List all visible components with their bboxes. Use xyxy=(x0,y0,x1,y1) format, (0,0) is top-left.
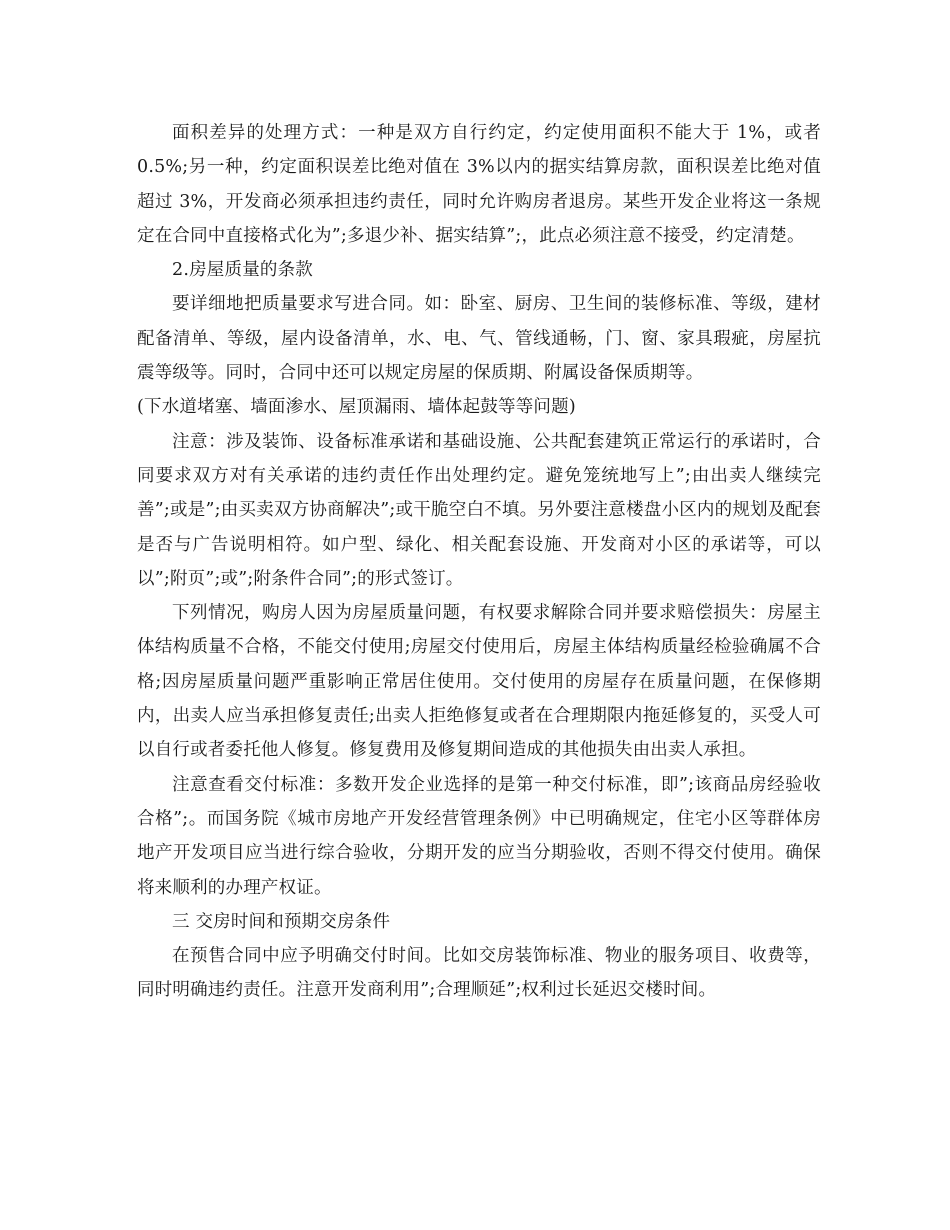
paragraph-contract-termination: 下列情况，购房人因为房屋质量问题，有权要求解除合同并要求赔偿损失：房屋主体结构质量不合格，不能交付使用;房屋交付使用后，房屋主体结构质量经检验确属不合格;因房屋质量问题严重影响正常居住使用。交付使用的房屋存在质量问题，在保修期内，出卖人应当承担修复责任;出卖人拒绝修复或者在合理期限内拖延修复的，买受人可以自行或者委托他人修复。修复费用及修复期间造成的其他损失由出卖人承担。 xyxy=(137,603,821,761)
section-heading-delivery-time: 三 交房时间和预期交房条件 xyxy=(172,911,391,932)
document-body xyxy=(137,116,821,1008)
paragraph-area-difference: 面积差异的处理方式：一种是双方自行约定，约定使用面积不能大于 1%，或者 0.5%;另一种，约定面积误差比绝对值在 3%以内的据实结算房款，面积误差比绝对值超过 3%，开发商必须承担违约责任，同时允许购房者退房。某些开发企业将这一条规定在合同中直接格式化为”;多退少补、据实结算”;，此点必须注意不接受，约定清楚。 xyxy=(137,123,821,246)
paragraph-note-commitments: 注意：涉及装饰、设备标准承诺和基础设施、公共配套建筑正常运行的承诺时，合同要求双方对有关承诺的违约责任作出处理约定。避免笼统地写上”;由出卖人继续完善”;或是”;由买卖双方协商解决”;或干脆空白不填。另外要注意楼盘小区内的规划及配套是否与广告说明相符。如户型、绿化、相关配套设施、开发商对小区的承诺等，可以以”;附页”;或”;附条件合同”;的形式签订。 xyxy=(137,431,821,589)
paragraph-delivery-time: 在预售合同中应予明确交付时间。比如交房装饰标准、物业的服务项目、收费等，同时明确违约责任。注意开发商利用”;合理顺延”;权利过长延迟交楼时间。 xyxy=(137,946,821,1001)
paragraph-quality-requirements: 要详细地把质量要求写进合同。如：卧室、厨房、卫生间的装修标准、等级，建材配备清单、等级，屋内设备清单，水、电、气、管线通畅，门、窗、家具瑕疵，房屋抗震等级等。同时，合同中还可以规定房屋的保质期、附属设备保质期等。 xyxy=(137,294,821,384)
paragraph-quality-examples: (下水道堵塞、墙面渗水、屋顶漏雨、墙体起鼓等等问题) xyxy=(137,397,576,418)
section-heading-house-quality: 2.房屋质量的条款 xyxy=(172,260,313,281)
paragraph-delivery-standard: 注意查看交付标准：多数开发企业选择的是第一种交付标准，即”;该商品房经验收合格”;。而国务院《城市房地产开发经营管理条例》中已明确规定，住宅小区等群体房地产开发项目应当进行综合验收，分期开发的应当分期验收，否则不得交付使用。确保将来顺利的办理产权证。 xyxy=(137,774,821,898)
